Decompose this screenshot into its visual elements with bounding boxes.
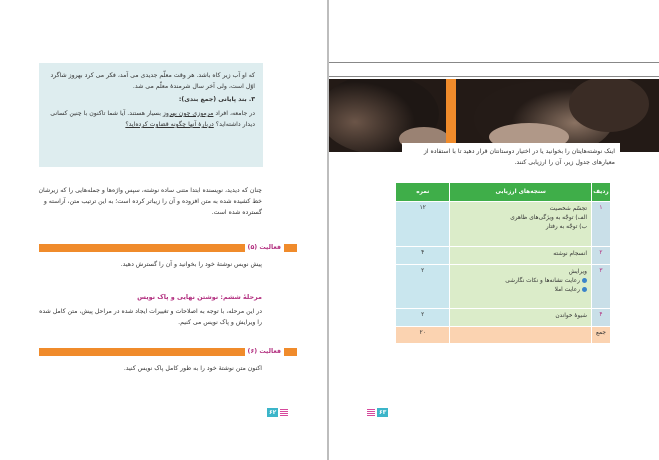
- activity-5-bar: [39, 244, 297, 252]
- criteria-cell: انسجام نوشته: [450, 247, 592, 265]
- table-row: [396, 265, 611, 309]
- activity-5-label: فعالیت (۵): [245, 242, 284, 253]
- page-lines-icon: [280, 409, 288, 416]
- stage-6-text: در این مرحله، با توجه به اصلاحات و تغییرات ایجاد شده در مراحل پیش، متن کامل شده را ویرایش و پاک نویس می کنیم.: [39, 308, 262, 326]
- header-row-number: ردیف: [591, 183, 610, 202]
- row-number: ۴: [591, 309, 610, 327]
- closing-section-title: ۳. بند پایانی (جمع بندی):: [178, 96, 255, 103]
- header-score: نمره: [396, 183, 450, 202]
- highlighted-phrase: مرموزی چون بهروز: [162, 110, 214, 117]
- evaluation-intro: اینک نوشته‌هایتان را بخوانید یا در اختیار دوستانتان قرار دهید تا با استفاده از معیارهای جدول زیر، آن را ارزیابی کنند.: [402, 143, 620, 171]
- header-criteria: سنجه‌های ارزیابی: [450, 183, 592, 202]
- example-box: [39, 63, 263, 167]
- total-value: ۲۰: [396, 327, 450, 344]
- row-number: ۱: [591, 202, 610, 247]
- highlighted-question: دربارهٔ آنها چگونه قضاوت کرده‌اید؟: [125, 121, 214, 128]
- writing-photo: [329, 79, 659, 152]
- criteria-cell: ویرایش رعایت نشانه‌ها و نکات نگارشی رعایت املا: [450, 265, 592, 309]
- page-number-left: ۶۲: [267, 407, 287, 417]
- header-rule-lower: [329, 76, 659, 77]
- activity-6-bar: [39, 348, 297, 356]
- score-cell: ۴: [396, 247, 450, 265]
- table-row: [396, 309, 611, 327]
- criteria-bullet-item: رعایت نشانه‌ها و نکات نگارشی: [454, 277, 587, 286]
- score-cell: ۱۲: [396, 202, 450, 247]
- activity-6-label: فعالیت (۶): [245, 346, 284, 357]
- activity-6-text: اکنون متن نوشتهٔ خود را به طور کامل پاک نویس کنید.: [123, 365, 262, 372]
- table-row: [396, 247, 611, 265]
- score-cell: ۲: [396, 309, 450, 327]
- stage-6-title: مرحلهٔ ششم: نوشتن نهایی و پاک نویس: [137, 293, 262, 301]
- closing-paragraph: در جامعه، افراد مرموزی چون بهروز بسیار هستند. آیا شما تاکنون با چنین کسانی دیدار داشته‌اید؟ دربارهٔ آنها چگونه قضاوت کرده‌اید؟: [50, 110, 255, 128]
- explanation-paragraph: چنان که دیدید، نویسنده ابتدا متنی ساده نوشته، سپس واژه‌ها و جمله‌هایی را که زیرشان خط کشیده شده به متن افزوده و آن را زیباتر کرده است؛ به این ترتیب متن، آراسته و گسترده شده است.: [38, 187, 262, 216]
- criteria-cell: شیوهٔ خواندن: [450, 309, 592, 327]
- left-page: [0, 0, 328, 460]
- table-row: [396, 202, 611, 247]
- row-number: ۲: [591, 247, 610, 265]
- writing-scene-image: [329, 79, 659, 152]
- bullet-icon: [582, 278, 587, 283]
- score-cell: ۲: [396, 265, 450, 309]
- criteria-cell: تجسّم شخصیت الف) توجّه به ویژگی‌های ظاهری ب) توجّه به رفتار: [450, 202, 592, 247]
- bullet-icon: [582, 287, 587, 292]
- header-rule: [329, 62, 659, 63]
- right-page: [329, 0, 659, 460]
- evaluation-table: [395, 182, 611, 344]
- photo-orange-strip: [446, 79, 456, 152]
- total-row: [396, 327, 611, 344]
- activity-5-text: پیش نویس نوشتهٔ خود را بخوانید و آن را گسترش دهید.: [120, 261, 262, 268]
- row-number: ۳: [591, 265, 610, 309]
- page-lines-icon: [367, 409, 375, 416]
- total-spacer: [450, 327, 592, 344]
- total-label: جمع: [591, 327, 610, 344]
- example-paragraph: که او آب زیر کاه باشد. هر وقت معلّم جدیدی می آمد، فکر می کرد بهروز شاگرد اوّل است، ولی آخر سال شرمندهٔ معلّم می شد.: [50, 72, 255, 90]
- page-number-right: ۶۳: [367, 407, 387, 417]
- criteria-bullet-item: رعایت املا: [454, 286, 587, 295]
